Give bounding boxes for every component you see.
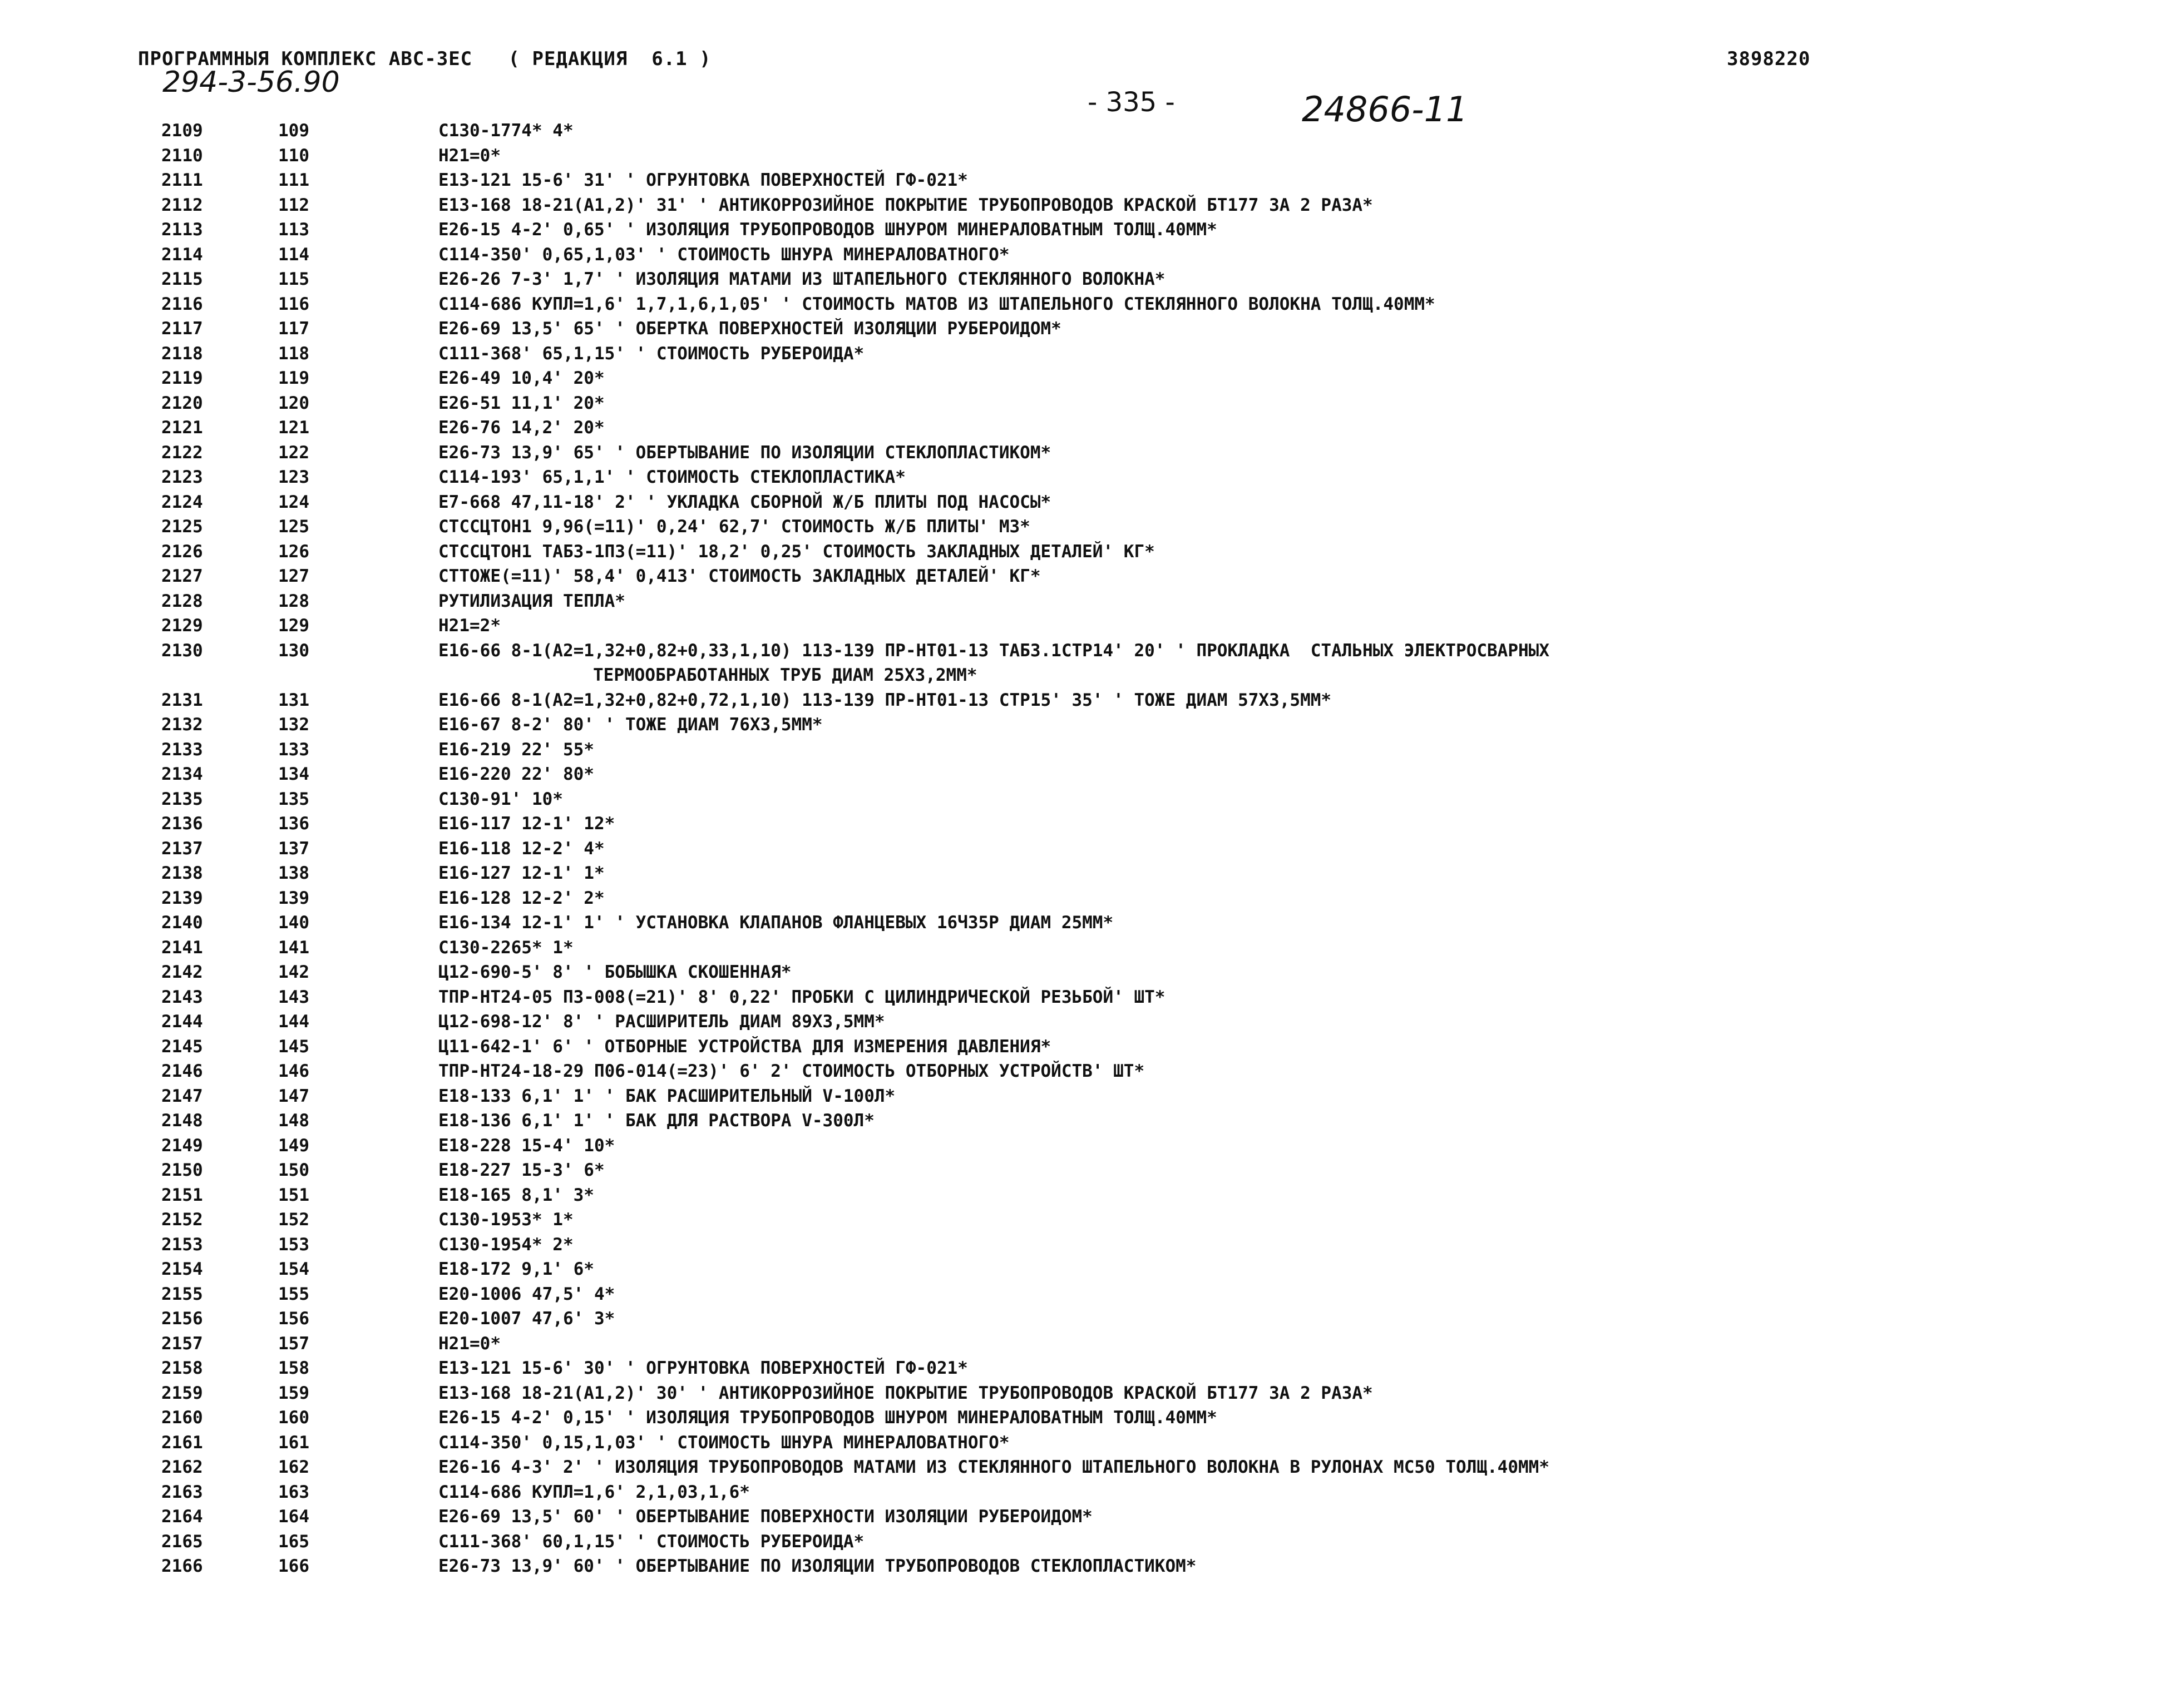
statement-line: Е16-66 8-1(А2=1,32+0,82+0,33,1,10) 113-139 ПР-НТ01-13 ТАБ3.1СТР14' 20' ' ПРОКЛАДКА СТАЛЬНЫХ ЭЛЕКТРОСВАРНЫХ xyxy=(438,640,1550,661)
listing-row xyxy=(161,688,2064,713)
listing-row xyxy=(161,415,2064,440)
line-number: 2163 xyxy=(161,1482,203,1502)
statement-number: 117 xyxy=(278,319,309,339)
listing-row xyxy=(161,861,2064,886)
statement-number: 165 xyxy=(278,1531,309,1552)
listing-row xyxy=(161,118,2064,143)
statement-text xyxy=(438,1183,2064,1208)
line-number: 2153 xyxy=(161,1234,203,1255)
statement-text xyxy=(438,811,2064,836)
statement-number: 141 xyxy=(278,937,309,958)
statement-line: С114-350' 0,15,1,03' ' СТОИМОСТЬ ШНУРА МИНЕРАЛОВАТНОГО* xyxy=(438,1432,1010,1453)
statement-text xyxy=(438,886,2064,911)
statement-text xyxy=(438,366,2064,391)
statement-number: 129 xyxy=(278,616,309,636)
statement-number: 138 xyxy=(278,863,309,883)
statement-line: С114-193' 65,1,1' ' СТОИМОСТЬ СТЕКЛОПЛАСТИКА* xyxy=(438,467,906,487)
listing-row xyxy=(161,1158,2064,1183)
statement-text xyxy=(438,1158,2064,1183)
line-number: 2145 xyxy=(161,1036,203,1057)
statement-text xyxy=(438,861,2064,886)
line-number: 2120 xyxy=(161,393,203,413)
statement-line: Е7-668 47,11-18' 2' ' УКЛАДКА СБОРНОЙ Ж/Б ПЛИТЫ ПОД НАСОСЫ* xyxy=(438,492,1051,512)
statement-number: 150 xyxy=(278,1160,309,1180)
statement-number: 143 xyxy=(278,987,309,1007)
statement-number: 158 xyxy=(278,1358,309,1378)
statement-number: 115 xyxy=(278,269,309,289)
line-number: 2141 xyxy=(161,937,203,958)
listing-row xyxy=(161,1034,2064,1060)
statement-number: 114 xyxy=(278,244,309,265)
statement-number: 139 xyxy=(278,888,309,908)
statement-number: 118 xyxy=(278,343,309,364)
statement-line: Е13-168 18-21(А1,2)' 31' ' АНТИКОРРОЗИЙНОЕ ПОКРЫТИЕ ТРУБОПРОВОДОВ КРАСКОЙ БТ177 ЗА 2 РАЗА* xyxy=(438,195,1373,215)
statement-text xyxy=(438,1504,2064,1529)
line-number: 2122 xyxy=(161,442,203,463)
statement-text xyxy=(438,193,2064,218)
statement-number: 135 xyxy=(278,789,309,809)
line-number: 2159 xyxy=(161,1383,203,1403)
line-number: 2143 xyxy=(161,987,203,1007)
statement-continuation: ТЕРМООБРАБОТАННЫХ ТРУБ ДИАМ 25Х3,2ММ* xyxy=(593,665,977,685)
statement-line: Е26-15 4-2' 0,15' ' ИЗОЛЯЦИЯ ТРУБОПРОВОДОВ ШНУРОМ МИНЕРАЛОВАТНЫМ ТОЛЩ.40ММ* xyxy=(438,1408,1217,1428)
listing-row xyxy=(161,613,2064,638)
line-number: 2156 xyxy=(161,1309,203,1329)
statement-text xyxy=(438,341,2064,367)
line-number: 2109 xyxy=(161,121,203,141)
listing-row xyxy=(161,341,2064,367)
statement-number: 146 xyxy=(278,1061,309,1081)
statement-line: С130-1953* 1* xyxy=(438,1210,574,1230)
statement-number: 134 xyxy=(278,764,309,784)
statement-text xyxy=(438,292,2064,317)
statement-number: 155 xyxy=(278,1284,309,1304)
listing-row xyxy=(161,267,2064,292)
statement-number: 132 xyxy=(278,715,309,735)
listing-row xyxy=(161,1554,2064,1579)
listing-row xyxy=(161,564,2064,589)
statement-line: Ц11-642-1' 6' ' ОТБОРНЫЕ УСТРОЙСТВА ДЛЯ ИЗМЕРЕНИЯ ДАВЛЕНИЯ* xyxy=(438,1036,1051,1057)
statement-text xyxy=(438,1554,2064,1579)
line-number: 2166 xyxy=(161,1556,203,1576)
listing-row xyxy=(161,836,2064,862)
listing-row xyxy=(161,638,2064,688)
statement-line: Е18-172 9,1' 6* xyxy=(438,1259,594,1279)
statement-text xyxy=(438,1009,2064,1034)
listing-row xyxy=(161,762,2064,787)
statement-number: 125 xyxy=(278,517,309,537)
listing-row xyxy=(161,465,2064,490)
line-number: 2157 xyxy=(161,1333,203,1354)
listing-row xyxy=(161,217,2064,242)
statement-line: Е26-69 13,5' 65' ' ОБЕРТКА ПОВЕРХНОСТЕЙ ИЗОЛЯЦИИ РУБЕРОИДОМ* xyxy=(438,319,1061,339)
statement-line: Е18-227 15-3' 6* xyxy=(438,1160,605,1180)
line-number: 2154 xyxy=(161,1259,203,1279)
statement-line: С130-2265* 1* xyxy=(438,937,574,958)
line-number: 2158 xyxy=(161,1358,203,1378)
statement-line: СТССЦТОН1 9,96(=11)' 0,24' 62,7' СТОИМОСТЬ Ж/Б ПЛИТЫ' М3* xyxy=(438,517,1030,537)
statement-text xyxy=(438,613,2064,638)
line-number: 2114 xyxy=(161,244,203,265)
statement-text xyxy=(438,985,2064,1010)
statement-line: Е16-127 12-1' 1* xyxy=(438,863,605,883)
line-number: 2149 xyxy=(161,1135,203,1156)
statement-number: 131 xyxy=(278,690,309,710)
line-number: 2113 xyxy=(161,220,203,240)
statement-line: Ц12-698-12' 8' ' РАСШИРИТЕЛЬ ДИАМ 89Х3,5ММ* xyxy=(438,1012,885,1032)
statement-text xyxy=(438,1356,2064,1381)
line-number: 2112 xyxy=(161,195,203,215)
statement-text xyxy=(438,712,2064,737)
statement-line: Е26-26 7-3' 1,7' ' ИЗОЛЯЦИЯ МАТАМИ ИЗ ШТАПЕЛЬНОГО СТЕКЛЯННОГО ВОЛОКНА* xyxy=(438,269,1166,289)
listing-row xyxy=(161,1480,2064,1505)
line-number: 2126 xyxy=(161,541,203,562)
statement-text xyxy=(438,168,2064,193)
line-number: 2150 xyxy=(161,1160,203,1180)
statement-line: Е26-51 11,1' 20* xyxy=(438,393,605,413)
listing-row xyxy=(161,1504,2064,1529)
statement-text xyxy=(438,118,2064,143)
statement-line: С114-686 КУПЛ=1,6' 2,1,03,1,6* xyxy=(438,1482,750,1502)
line-number: 2125 xyxy=(161,517,203,537)
listing-row xyxy=(161,910,2064,935)
listing-row xyxy=(161,1405,2064,1430)
line-number: 2137 xyxy=(161,838,203,859)
statement-text xyxy=(438,1232,2064,1258)
statement-number: 152 xyxy=(278,1210,309,1230)
statement-number: 156 xyxy=(278,1309,309,1329)
listing-row xyxy=(161,1306,2064,1331)
statement-text xyxy=(438,1084,2064,1109)
statement-line: С130-1774* 4* xyxy=(438,121,574,141)
statement-text xyxy=(438,316,2064,341)
listing-row xyxy=(161,1455,2064,1480)
statement-line: Е16-219 22' 55* xyxy=(438,739,594,760)
statement-line: Е16-67 8-2' 80' ' ТОЖЕ ДИАМ 76Х3,5ММ* xyxy=(438,715,823,735)
statement-text xyxy=(438,688,2064,713)
listing-row xyxy=(161,193,2064,218)
statement-text xyxy=(438,1331,2064,1357)
statement-number: 153 xyxy=(278,1234,309,1255)
statement-line: Е16-118 12-2' 4* xyxy=(438,838,605,859)
line-number: 2116 xyxy=(161,294,203,314)
statement-number: 151 xyxy=(278,1185,309,1205)
line-number: 2123 xyxy=(161,467,203,487)
listing-row xyxy=(161,960,2064,985)
listing-row xyxy=(161,1430,2064,1455)
listing-row xyxy=(161,440,2064,466)
statement-text xyxy=(438,935,2064,961)
statement-text xyxy=(438,465,2064,490)
statement-line: Е16-66 8-1(А2=1,32+0,82+0,72,1,10) 113-139 ПР-НТ01-13 СТР15' 35' ' ТОЖЕ ДИАМ 57Х3,5ММ* xyxy=(438,690,1332,710)
listing-row xyxy=(161,1009,2064,1034)
statement-text xyxy=(438,1480,2064,1505)
statement-number: 136 xyxy=(278,814,309,834)
statement-text xyxy=(438,490,2064,515)
statement-text xyxy=(438,1306,2064,1331)
statement-line: С114-350' 0,65,1,03' ' СТОИМОСТЬ ШНУРА МИНЕРАЛОВАТНОГО* xyxy=(438,244,1010,265)
statement-text xyxy=(438,1059,2064,1084)
statement-line: Е26-49 10,4' 20* xyxy=(438,368,605,388)
statement-number: 140 xyxy=(278,913,309,933)
listing-row xyxy=(161,242,2064,268)
line-number: 2124 xyxy=(161,492,203,512)
statement-line: С130-91' 10* xyxy=(438,789,563,809)
line-number: 2132 xyxy=(161,715,203,735)
statement-line: Е18-228 15-4' 10* xyxy=(438,1135,615,1156)
statement-number: 124 xyxy=(278,492,309,512)
statement-number: 161 xyxy=(278,1432,309,1453)
page-number: - 335 - xyxy=(1088,87,1175,118)
statement-line: Е20-1007 47,6' 3* xyxy=(438,1309,615,1329)
line-number: 2130 xyxy=(161,640,203,661)
statement-line: ТПР-НТ24-05 П3-008(=21)' 8' 0,22' ПРОБКИ С ЦИЛИНДРИЧЕСКОЙ РЕЗЬБОЙ' ШТ* xyxy=(438,987,1166,1007)
statement-number: 147 xyxy=(278,1086,309,1106)
statement-text xyxy=(438,1257,2064,1282)
statement-number: 111 xyxy=(278,170,309,190)
statement-line: Е26-16 4-3' 2' ' ИЗОЛЯЦИЯ ТРУБОПРОВОДОВ МАТАМИ ИЗ СТЕКЛЯННОГО ШТАПЕЛЬНОГО ВОЛОКНА В РУЛОНАХ МС50 ТОЛЩ.40ММ* xyxy=(438,1457,1550,1477)
statement-line: Е26-15 4-2' 0,65' ' ИЗОЛЯЦИЯ ТРУБОПРОВОДОВ ШНУРОМ МИНЕРАЛОВАТНЫМ ТОЛЩ.40ММ* xyxy=(438,220,1217,240)
statement-text xyxy=(438,1108,2064,1133)
statement-number: 119 xyxy=(278,368,309,388)
listing-row xyxy=(161,1084,2064,1109)
statement-text xyxy=(438,217,2064,242)
listing-row xyxy=(161,589,2064,614)
statement-number: 157 xyxy=(278,1333,309,1354)
statement-number: 160 xyxy=(278,1408,309,1428)
statement-number: 145 xyxy=(278,1036,309,1057)
listing-row xyxy=(161,391,2064,416)
listing-row xyxy=(161,1059,2064,1084)
listing-row xyxy=(161,1331,2064,1357)
statement-line: Н21=0* xyxy=(438,1333,501,1354)
line-number: 2119 xyxy=(161,368,203,388)
line-number: 2115 xyxy=(161,269,203,289)
statement-number: 110 xyxy=(278,145,309,166)
line-number: 2147 xyxy=(161,1086,203,1106)
listing-table xyxy=(161,118,2064,1579)
statement-number: 164 xyxy=(278,1507,309,1527)
listing-row xyxy=(161,490,2064,515)
line-number: 2144 xyxy=(161,1012,203,1032)
statement-line: СТТОЖЕ(=11)' 58,4' 0,413' СТОИМОСТЬ ЗАКЛАДНЫХ ДЕТАЛЕЙ' КГ* xyxy=(438,566,1041,586)
line-number: 2118 xyxy=(161,343,203,364)
program-header: ПРОГРАММНЫЯ КОМПЛЕКС АВС-ЗЕС ( РЕДАКЦИЯ 6.1 ) xyxy=(138,48,712,70)
listing-row xyxy=(161,811,2064,836)
statement-number: 127 xyxy=(278,566,309,586)
line-number: 2162 xyxy=(161,1457,203,1477)
line-number: 2133 xyxy=(161,739,203,760)
line-number: 2164 xyxy=(161,1507,203,1527)
listing-row xyxy=(161,1207,2064,1232)
statement-text xyxy=(438,143,2064,169)
line-number: 2136 xyxy=(161,814,203,834)
statement-text xyxy=(438,267,2064,292)
statement-number: 120 xyxy=(278,393,309,413)
statement-number: 112 xyxy=(278,195,309,215)
statement-number: 116 xyxy=(278,294,309,314)
listing-row xyxy=(161,1133,2064,1159)
listing-row xyxy=(161,712,2064,737)
statement-text xyxy=(438,960,2064,985)
line-number: 2117 xyxy=(161,319,203,339)
statement-text xyxy=(438,1282,2064,1307)
statement-line: Н21=0* xyxy=(438,145,501,166)
line-number: 2165 xyxy=(161,1531,203,1552)
listing-row xyxy=(161,1282,2064,1307)
statement-line: Е18-136 6,1' 1' ' БАК ДЛЯ РАСТВОРА V-300Л* xyxy=(438,1111,875,1131)
statement-line: Е16-134 12-1' 1' ' УСТАНОВКА КЛАПАНОВ ФЛАНЦЕВЫХ 16Ч35Р ДИАМ 25ММ* xyxy=(438,913,1114,933)
statement-text xyxy=(438,514,2064,539)
statement-line: Е13-168 18-21(А1,2)' 30' ' АНТИКОРРОЗИЙНОЕ ПОКРЫТИЕ ТРУБОПРОВОДОВ КРАСКОЙ БТ177 ЗА 2 РАЗА* xyxy=(438,1383,1373,1403)
statement-line: СТССЦТОН1 ТАБ3-1П3(=11)' 18,2' 0,25' СТОИМОСТЬ ЗАКЛАДНЫХ ДЕТАЛЕЙ' КГ* xyxy=(438,541,1155,562)
statement-number: 166 xyxy=(278,1556,309,1576)
listing-row xyxy=(161,316,2064,341)
statement-text xyxy=(438,737,2064,763)
handwritten-code: 24866-11 xyxy=(1302,89,1468,130)
line-number: 2155 xyxy=(161,1284,203,1304)
statement-line: Е18-133 6,1' 1' ' БАК РАСШИРИТЕЛЬНЫЙ V-100Л* xyxy=(438,1086,896,1106)
statement-text xyxy=(438,391,2064,416)
statement-number: 142 xyxy=(278,962,309,982)
line-number: 2140 xyxy=(161,913,203,933)
line-number: 2138 xyxy=(161,863,203,883)
statement-line: Е16-128 12-2' 2* xyxy=(438,888,605,908)
statement-number: 123 xyxy=(278,467,309,487)
statement-line: Е16-117 12-1' 12* xyxy=(438,814,615,834)
statement-text xyxy=(438,910,2064,935)
statement-number: 144 xyxy=(278,1012,309,1032)
statement-text xyxy=(438,1133,2064,1159)
statement-text xyxy=(438,539,2064,565)
line-number: 2151 xyxy=(161,1185,203,1205)
listing-row xyxy=(161,1529,2064,1554)
statement-number: 133 xyxy=(278,739,309,760)
line-number: 2152 xyxy=(161,1210,203,1230)
statement-number: 149 xyxy=(278,1135,309,1156)
statement-number: 122 xyxy=(278,442,309,463)
listing-row xyxy=(161,168,2064,193)
line-number: 2139 xyxy=(161,888,203,908)
statement-text xyxy=(438,440,2064,466)
line-number: 2129 xyxy=(161,616,203,636)
statement-number: 113 xyxy=(278,220,309,240)
listing-row xyxy=(161,539,2064,565)
statement-number: 121 xyxy=(278,418,309,438)
statement-number: 137 xyxy=(278,838,309,859)
line-number: 2128 xyxy=(161,591,203,611)
statement-line: РУТИЛИЗАЦИЯ ТЕПЛА* xyxy=(438,591,625,611)
statement-line: С114-686 КУПЛ=1,6' 1,7,1,6,1,05' ' СТОИМОСТЬ МАТОВ ИЗ ШТАПЕЛЬНОГО СТЕКЛЯННОГО ВОЛОКНА ТОЛЩ.40ММ* xyxy=(438,294,1435,314)
listing-row xyxy=(161,787,2064,812)
statement-text xyxy=(438,762,2064,787)
statement-text xyxy=(438,564,2064,589)
statement-number: 126 xyxy=(278,541,309,562)
listing-row xyxy=(161,737,2064,763)
statement-text xyxy=(438,1455,2064,1480)
statement-line: Е26-73 13,9' 65' ' ОБЕРТЫВАНИЕ ПО ИЗОЛЯЦИИ СТЕКЛОПЛАСТИКОМ* xyxy=(438,442,1051,463)
statement-line: Е26-69 13,5' 60' ' ОБЕРТЫВАНИЕ ПОВЕРХНОСТИ ИЗОЛЯЦИИ РУБЕРОИДОМ* xyxy=(438,1507,1093,1527)
statement-line: Е26-76 14,2' 20* xyxy=(438,418,605,438)
line-number: 2134 xyxy=(161,764,203,784)
statement-number: 163 xyxy=(278,1482,309,1502)
statement-line: Н21=2* xyxy=(438,616,501,636)
statement-text xyxy=(438,1034,2064,1060)
listing-row xyxy=(161,514,2064,539)
statement-line: Е20-1006 47,5' 4* xyxy=(438,1284,615,1304)
statement-text xyxy=(438,415,2064,440)
statement-line: Е16-220 22' 80* xyxy=(438,764,594,784)
statement-text xyxy=(438,1529,2064,1554)
statement-number: 128 xyxy=(278,591,309,611)
statement-line: С111-368' 60,1,15' ' СТОИМОСТЬ РУБЕРОИДА* xyxy=(438,1531,865,1552)
line-number: 2142 xyxy=(161,962,203,982)
statement-text xyxy=(438,787,2064,812)
listing-row xyxy=(161,366,2064,391)
statement-line: ТПР-НТ24-18-29 П06-014(=23)' 6' 2' СТОИМОСТЬ ОТБОРНЫХ УСТРОЙСТВ' ШТ* xyxy=(438,1061,1145,1081)
document-number: 3898220 xyxy=(1727,48,1811,70)
line-number: 2111 xyxy=(161,170,203,190)
statement-line: С111-368' 65,1,15' ' СТОИМОСТЬ РУБЕРОИДА* xyxy=(438,343,865,364)
line-number: 2148 xyxy=(161,1111,203,1131)
handwritten-reference: 294-3-56.90 xyxy=(162,66,340,99)
line-number: 2127 xyxy=(161,566,203,586)
listing-row xyxy=(161,143,2064,169)
statement-line: Е13-121 15-6' 31' ' ОГРУНТОВКА ПОВЕРХНОСТЕЙ ГФ-021* xyxy=(438,170,968,190)
statement-text xyxy=(438,1207,2064,1232)
statement-text xyxy=(438,638,2064,688)
statement-line: Е13-121 15-6' 30' ' ОГРУНТОВКА ПОВЕРХНОСТЕЙ ГФ-021* xyxy=(438,1358,968,1378)
statement-text xyxy=(438,1430,2064,1455)
statement-number: 130 xyxy=(278,640,309,661)
listing-row xyxy=(161,1108,2064,1133)
listing-row xyxy=(161,935,2064,961)
statement-number: 154 xyxy=(278,1259,309,1279)
listing-row xyxy=(161,1356,2064,1381)
statement-line: Е18-165 8,1' 3* xyxy=(438,1185,594,1205)
statement-number: 159 xyxy=(278,1383,309,1403)
listing-row xyxy=(161,1232,2064,1258)
line-number: 2131 xyxy=(161,690,203,710)
line-number: 2110 xyxy=(161,145,203,166)
line-number: 2161 xyxy=(161,1432,203,1453)
statement-text xyxy=(438,242,2064,268)
statement-number: 109 xyxy=(278,121,309,141)
line-number: 2160 xyxy=(161,1408,203,1428)
listing-row xyxy=(161,292,2064,317)
listing-row xyxy=(161,1257,2064,1282)
statement-number: 162 xyxy=(278,1457,309,1477)
listing-row xyxy=(161,985,2064,1010)
line-number: 2135 xyxy=(161,789,203,809)
listing-row xyxy=(161,1381,2064,1406)
listing-row xyxy=(161,886,2064,911)
statement-line: Е26-73 13,9' 60' ' ОБЕРТЫВАНИЕ ПО ИЗОЛЯЦИИ ТРУБОПРОВОДОВ СТЕКЛОПЛАСТИКОМ* xyxy=(438,1556,1197,1576)
statement-text xyxy=(438,589,2064,614)
statement-text xyxy=(438,836,2064,862)
statement-text xyxy=(438,1381,2064,1406)
statement-line: Ц12-690-5' 8' ' БОБЫШКА СКОШЕННАЯ* xyxy=(438,962,792,982)
statement-number: 148 xyxy=(278,1111,309,1131)
listing-row xyxy=(161,1183,2064,1208)
line-number: 2121 xyxy=(161,418,203,438)
statement-line: С130-1954* 2* xyxy=(438,1234,574,1255)
statement-text xyxy=(438,1405,2064,1430)
line-number: 2146 xyxy=(161,1061,203,1081)
